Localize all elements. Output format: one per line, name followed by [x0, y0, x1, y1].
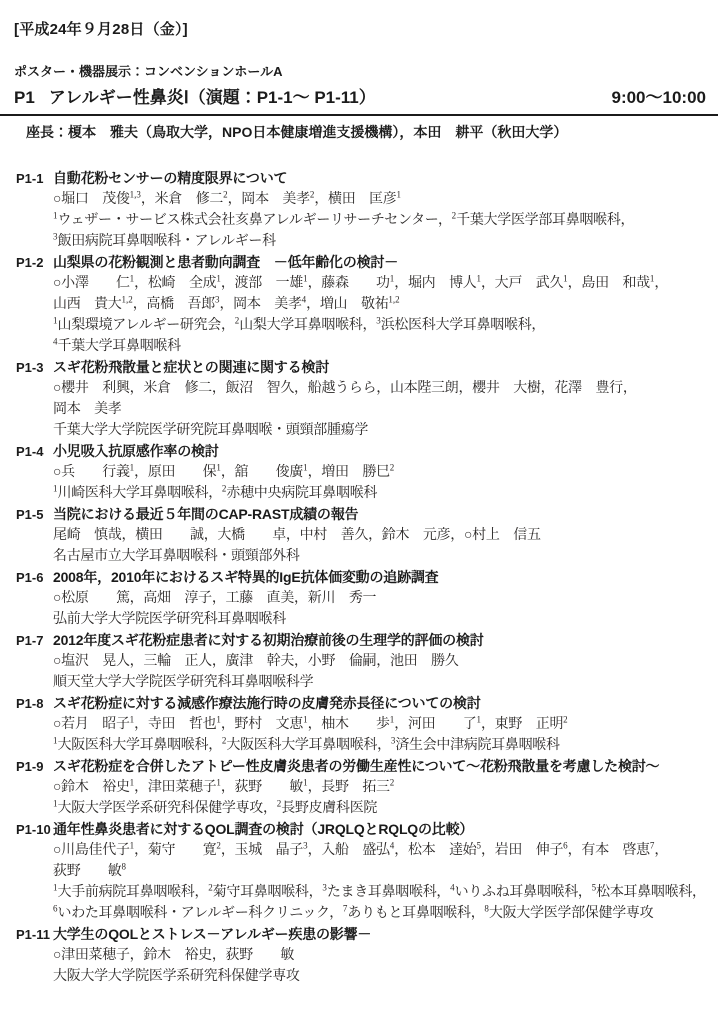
affiliation-superscript: 1,3 [129, 189, 141, 200]
affiliation-superscript: 3 [376, 315, 381, 326]
affiliation-superscript: 1 [396, 189, 402, 200]
entry-affiliation-line: $^4$千葉大学耳鼻咽喉科 [53, 336, 181, 354]
date-heading: [平成24年９月28日（金）] [14, 21, 188, 38]
affiliation-superscript: 1 [216, 273, 221, 284]
affiliation-superscript: 1 [53, 315, 58, 326]
entry-id: P1-3 [16, 360, 44, 375]
entry-author-line: ○堀口 茂俊$^{1,3}$，米倉 修二$^2$，岡本 美孝$^2$，横田 匡彦$^1$ [53, 189, 402, 207]
entry-title: 自動花粉センサーの精度限界について [53, 170, 288, 186]
affiliation-superscript: 1 [53, 210, 58, 221]
entry-title: 山梨県の花粉観測と患者動向調査 －低年齢化の検討－ [53, 254, 398, 270]
entry-affiliation-line: $^6$いわた耳鼻咽喉科・アレルギー科クリニック，$^7$ありもと耳鼻咽喉科，$^8$大阪大学医学部保健学専攻 [53, 903, 654, 921]
affiliation-superscript: 1 [216, 462, 221, 473]
affiliation-superscript: 1 [53, 483, 58, 494]
affiliation-superscript: 2 [221, 735, 227, 746]
entry-author-line: 岡本 美孝 [53, 402, 122, 417]
entry-body [53, 567, 706, 630]
affiliation-superscript: 4 [53, 336, 58, 347]
chairs-line: 座長：榎本 雅夫（鳥取大学，NPO日本健康増進支援機構），本田 耕平（秋田大学） [26, 124, 568, 140]
abstract-entry [14, 357, 706, 441]
entry-affiliation-line: $^3$飯田病院耳鼻咽喉科・アレルギー科 [53, 231, 276, 249]
entry-id: P1-2 [16, 255, 44, 270]
entry-body [53, 924, 706, 987]
affiliation-superscript: 1 [53, 798, 58, 809]
entry-body [53, 252, 706, 357]
entry-author-line: ○川島佳代子$^1$，菊守 寛$^2$，玉城 晶子$^3$，入船 盛弘$^4$，松本 達始$^5$，岩田 伸子$^6$，有本 啓恵$^7$， [53, 840, 669, 858]
entry-body [53, 168, 706, 252]
entry-body [53, 819, 706, 924]
entry-title: スギ花粉飛散量と症状との関連に関する検討 [53, 359, 329, 375]
affiliation-superscript: 2 [276, 798, 282, 809]
affiliation-superscript: 1 [129, 840, 135, 851]
abstract-entry [14, 504, 706, 567]
entry-id: P1-1 [16, 171, 44, 186]
entry-id: P1-4 [16, 444, 44, 459]
entry-body [53, 357, 706, 441]
affiliation-superscript: 2 [309, 189, 315, 200]
affiliation-superscript: 1 [303, 273, 308, 284]
affiliation-superscript: 2 [208, 882, 213, 893]
affiliation-superscript: 1 [129, 777, 135, 788]
entry-author-line: ○津田菜穂子，鈴木 裕史，荻野 敏 [53, 948, 295, 963]
abstract-entry [14, 693, 706, 756]
entry-id: P1-8 [16, 696, 44, 711]
entry-author-line: 山西 貴大$^{1,2}$，高橋 吾郎$^3$，岡本 美孝$^4$，増山 敬祐$^{1,2}$ [53, 294, 400, 312]
entry-author-line: ○松原 篤，高畑 淳子，工藤 直美，新川 秀一 [53, 591, 377, 606]
abstract-entry [14, 441, 706, 504]
abstract-entry [14, 567, 706, 630]
entry-author-line: ○兵 行義$^1$，原田 保$^1$，舘 俊廣$^1$，増田 勝巳$^2$ [53, 462, 395, 480]
affiliation-superscript: 2 [389, 462, 395, 473]
entry-title: スギ花粉症を合併したアトピー性皮膚炎患者の労働生産性について〜花粉飛散量を考慮した検討〜 [53, 758, 660, 774]
affiliation-superscript: 5 [476, 840, 481, 851]
affiliation-superscript: 1,2 [121, 294, 133, 305]
affiliation-superscript: 5 [591, 882, 597, 893]
entry-id: P1-9 [16, 759, 44, 774]
entry-title: 当院における最近５年間のCAP-RAST成績の報告 [53, 506, 359, 522]
affiliation-superscript: 8 [484, 903, 489, 914]
affiliation-superscript: 7 [342, 903, 348, 914]
entry-affiliation-line: 大阪大学大学院医学系研究科保健学専攻 [53, 969, 300, 984]
affiliation-superscript: 1 [129, 462, 135, 473]
entry-title: 通年性鼻炎患者に対するQOL調査の検討（JRQLQとRQLQの比較） [53, 821, 474, 837]
entry-body [53, 630, 706, 693]
affiliation-superscript: 2 [451, 210, 457, 221]
entry-body [53, 441, 706, 504]
entry-author-line: ○鈴木 裕史$^1$，津田菜穂子$^1$，荻野 敏$^1$，長野 拓三$^2$ [53, 777, 395, 795]
entry-affiliation-line: 名古屋市立大学耳鼻咽喉科・頭頸部外科 [53, 549, 300, 564]
affiliation-superscript: 1 [563, 273, 568, 284]
affiliation-superscript: 1 [53, 882, 58, 893]
entry-title: スギ花粉症に対する減感作療法施行時の皮膚発赤長径についての検討 [53, 695, 481, 711]
entry-affiliation-line: $^1$川崎医科大学耳鼻咽喉科，$^2$赤穂中央病院耳鼻咽喉科 [53, 483, 378, 501]
affiliation-superscript: 4 [389, 840, 395, 851]
entry-id: P1-6 [16, 570, 44, 585]
session-title: アレルギー性鼻炎Ⅰ（演題：P1-1〜 P1-11） [48, 88, 376, 107]
affiliation-superscript: 7 [649, 840, 655, 851]
entry-id: P1-10 [16, 822, 51, 837]
affiliation-superscript: 2 [389, 777, 395, 788]
entry-id: P1-11 [16, 927, 50, 942]
affiliation-superscript: 1 [303, 462, 308, 473]
entry-title: 2012年度スギ花粉症患者に対する初期治療前後の生理学的評価の検討 [53, 632, 484, 648]
affiliation-superscript: 2 [223, 189, 228, 200]
abstract-entry [14, 819, 706, 924]
affiliation-superscript: 1 [389, 714, 395, 725]
affiliation-superscript: 3 [53, 231, 58, 242]
entry-body [53, 504, 706, 567]
affiliation-superscript: 2 [234, 315, 240, 326]
affiliation-superscript: 1 [476, 714, 481, 725]
affiliation-superscript: 1 [303, 777, 308, 788]
affiliation-superscript: 6 [53, 903, 58, 914]
session-time: 9:00〜10:00 [611, 88, 706, 107]
affiliation-superscript: 1 [216, 714, 221, 725]
affiliation-superscript: 2 [216, 840, 221, 851]
abstract-entry [14, 924, 706, 987]
entry-affiliation-line: $^1$ウェザー・サービス株式会社亥鼻アレルギーリサーチセンター，$^2$千葉大学医学部耳鼻咽喉科， [53, 210, 635, 228]
abstract-entry [14, 756, 706, 819]
entry-affiliation-line: $^1$大手前病院耳鼻咽喉科，$^2$菊守耳鼻咽喉科，$^3$たまき耳鼻咽喉科，$^4$いりふね耳鼻咽喉科，$^5$松本耳鼻咽喉科， [53, 882, 706, 900]
affiliation-superscript: 4 [301, 294, 307, 305]
session-code: P1 [14, 88, 35, 107]
affiliation-superscript: 1 [129, 273, 135, 284]
entry-id: P1-5 [16, 507, 44, 522]
entry-affiliation-line: $^1$大阪大学医学系研究科保健学専攻，$^2$長野皮膚科医院 [53, 798, 378, 816]
session-title-group [14, 87, 376, 109]
affiliation-superscript: 3 [214, 294, 220, 305]
affiliation-superscript: 4 [450, 882, 455, 893]
affiliation-superscript: 1 [303, 714, 308, 725]
affiliation-superscript: 2 [563, 714, 568, 725]
entries-list [14, 168, 706, 987]
affiliation-superscript: 1,2 [388, 294, 400, 305]
entry-body [53, 693, 706, 756]
session-header [14, 87, 706, 109]
entry-author-line: ○小澤 仁$^1$，松崎 全成$^1$，渡部 一雄$^1$，藤森 功$^1$，堀内 博人$^1$，大戸 武久$^1$，島田 和哉$^1$， [53, 273, 669, 291]
entry-title: 2008年，2010年におけるスギ特異的IgE抗体価変動の追跡調査 [53, 569, 439, 585]
affiliation-superscript: 8 [121, 861, 126, 872]
affiliation-superscript: 1 [649, 273, 655, 284]
entry-affiliation-line: 順天堂大学大学院医学研究科耳鼻咽喉科学 [53, 675, 314, 690]
entry-id: P1-7 [16, 633, 44, 648]
abstract-entry [14, 168, 706, 252]
abstract-entry [14, 630, 706, 693]
entry-title: 小児吸入抗原感作率の検討 [53, 443, 219, 459]
affiliation-superscript: 1 [129, 714, 135, 725]
affiliation-superscript: 1 [389, 273, 395, 284]
entry-author-line: ○塩沢 晃人，三輪 正人，廣津 幹夫，小野 倫嗣，池田 勝久 [53, 654, 459, 669]
entry-affiliation-line: $^1$大阪医科大学耳鼻咽喉科，$^2$大阪医科大学耳鼻咽喉科，$^3$済生会中津病院耳鼻咽喉科 [53, 735, 560, 753]
entry-author-line: ○若月 昭子$^1$，寺田 哲也$^1$，野村 文恵$^1$，柚木 歩$^1$，河田 了$^1$，東野 正明$^2$ [53, 714, 568, 732]
affiliation-superscript: 6 [563, 840, 568, 851]
affiliation-superscript: 1 [53, 735, 58, 746]
affiliation-superscript: 2 [221, 483, 227, 494]
entry-body [53, 756, 706, 819]
affiliation-superscript: 1 [216, 777, 221, 788]
entry-affiliation-line: $^1$山梨環境アレルギー研究会，$^2$山梨大学耳鼻咽喉科，$^3$浜松医科大学耳鼻咽喉科， [53, 315, 546, 333]
venue-line: ポスター・機器展示：コンベンションホールA [14, 64, 283, 79]
affiliation-superscript: 1 [476, 273, 481, 284]
affiliation-superscript: 3 [322, 882, 327, 893]
abstract-entry [14, 252, 706, 357]
entry-author-line: 尾崎 慎哉，横田 誠，大橋 卓，中村 善久，鈴木 元彦，○村上 信五 [53, 528, 541, 543]
entry-affiliation-line: 弘前大学大学院医学研究科耳鼻咽喉科 [53, 612, 286, 627]
entry-author-line: ○櫻井 利興，米倉 修二，飯沼 智久，船越うらら，山本陛三朗，櫻井 大樹，花澤 豊行， [53, 381, 637, 396]
affiliation-superscript: 3 [303, 840, 308, 851]
divider-rule [0, 114, 718, 116]
entry-author-line: 荻野 敏$^8$ [53, 861, 126, 879]
entry-affiliation-line: 千葉大学大学院医学研究院耳鼻咽喉・頭頸部腫瘍学 [53, 423, 369, 438]
affiliation-superscript: 3 [390, 735, 396, 746]
entry-title: 大学生のQOLとストレス－アレルギー疾患の影響－ [53, 926, 372, 942]
